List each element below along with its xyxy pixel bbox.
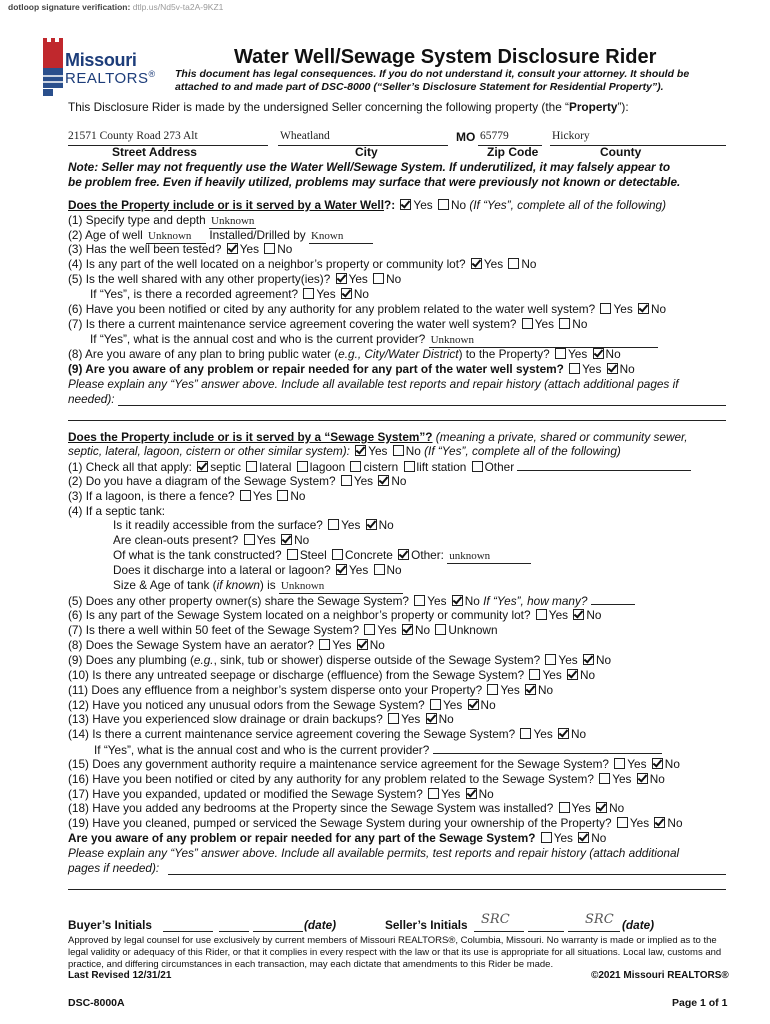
concrete-checkbox[interactable] [332,549,343,560]
well-q8-yes-checkbox[interactable] [555,348,566,359]
sewage-q14: (14) Is there a current maintenance service agreement covering the Sewage System? Yes No [68,727,587,741]
sewage-q7-yes-checkbox[interactable] [364,624,375,635]
sewage-q5-no-checkbox[interactable] [452,595,463,606]
sewage-q19-no-checkbox[interactable] [654,817,665,828]
well-no-checkbox[interactable] [438,199,449,210]
page-number: Page 1 of 1 [672,997,728,1009]
well-q9: (9) Are you aware of any problem or repair needed for any part of the water well system? Yes No [68,362,635,376]
well-header: Does the Property include or is it served by a Water Well?: Yes No (If “Yes”, complete all of the following) [68,198,667,212]
sewage-q4a-no-checkbox[interactable] [366,519,377,530]
sewage-q11-yes-checkbox[interactable] [487,684,498,695]
seller-initials-label: Seller’s Initials [385,918,468,932]
sewage-q4a-yes-checkbox[interactable] [328,519,339,530]
lateral-checkbox[interactable] [246,461,257,472]
steel-checkbox[interactable] [287,549,298,560]
seller-initials-mark-2[interactable]: SRC [585,912,614,927]
sewage-q7-unknown-checkbox[interactable] [435,624,446,635]
zip-value[interactable]: 65779 [480,130,509,142]
sewage-q12: (12) Have you noticed any unusual odors from the Sewage System? Yes No [68,698,496,712]
well-q8-no-checkbox[interactable] [593,348,604,359]
well-q5: (5) Is the well shared with any other property(ies)? Yes No [68,272,402,286]
tank-material-field[interactable]: unknown [447,549,531,564]
street-address-label: Street Address [112,145,197,159]
well-q6-yes-checkbox[interactable] [600,303,611,314]
sewage-q1: (1) Check all that apply: septic lateral lagoon cistern lift station Other [68,459,691,474]
sewage-header-2: septic, lateral, lagoon, cistern or other similar system): Yes No (If “Yes”, complete all of the following) [68,444,621,458]
well-q3: (3) Has the well been tested? Yes No [68,242,293,256]
last-revised: Last Revised 12/31/21 [68,970,172,981]
sewage-q15-no-checkbox[interactable] [652,758,663,769]
well-q7: (7) Is there a current maintenance service agreement covering the water well system? Yes No [68,317,588,331]
sewage-q4b: Are clean-outs present? Yes No [113,533,310,547]
sewage-q4b-no-checkbox[interactable] [281,534,292,545]
sewage-q8-yes-checkbox[interactable] [319,639,330,650]
other-material-checkbox[interactable] [398,549,409,560]
sewage-q3-yes-checkbox[interactable] [240,490,251,501]
sewage-q13-yes-checkbox[interactable] [388,713,399,724]
seller-initials-mark-1[interactable]: SRC [481,912,510,927]
sewage-q4a: Is it readily accessible from the surface? Yes No [113,518,394,532]
logo-line1: Missouri [65,50,137,70]
sewage-q9-no-checkbox[interactable] [583,654,594,665]
well-age-field[interactable]: Unknown [146,229,206,244]
lift-station-checkbox[interactable] [404,461,415,472]
sewage-q7-no-checkbox[interactable] [402,624,413,635]
seller-initials-sep [528,931,564,932]
well-drilled-by-field[interactable]: Known [309,229,373,244]
sewage-q2-yes-checkbox[interactable] [341,475,352,486]
well-provider-field[interactable]: Unknown [429,333,658,348]
sewage-q14b: If “Yes”, what is the annual cost and who is the current provider? [94,742,662,757]
sewage-header: Does the Property include or is it served by a “Sewage System”? (meaning a private, shared or community sewer, [68,430,688,444]
sewage-q14-yes-checkbox[interactable] [520,728,531,739]
buyer-initials-1[interactable] [163,931,213,932]
sewage-q16: (16) Have you been notified or cited by any authority for any problem related to the Sewage System? Yes No [68,772,665,786]
realtors-building-icon [40,38,66,96]
sewage-q19-yes-checkbox[interactable] [617,817,628,828]
well-q9-no-checkbox[interactable] [607,363,618,374]
sewage-q10: (10) Is there any untreated seepage or discharge (effluence) from the Sewage System? Yes No [68,668,596,682]
missouri-realtors-logo [40,38,160,98]
city-label: City [355,145,378,159]
sewage-q16-yes-checkbox[interactable] [599,773,610,784]
sewage-q18-yes-checkbox[interactable] [559,802,570,813]
well-q3-yes-checkbox[interactable] [227,243,238,254]
intro-text: This Disclosure Rider is made by the undersigned Seller concerning the following property (the “Property”): [68,100,629,114]
sewage-q8: (8) Does the Sewage System have an aerator? Yes No [68,638,385,652]
sewage-q6-no-checkbox[interactable] [573,609,584,620]
sewage-q3-no-checkbox[interactable] [277,490,288,501]
sewage-yes-checkbox[interactable] [355,445,366,456]
well-q4: (4) Is any part of the well located on a neighbor’s property or community lot? Yes No [68,257,537,271]
sewage-explain-line-2[interactable] [68,889,726,890]
well-q1: (1) Specify type and depth Unknown [68,213,255,227]
sewage-q6-yes-checkbox[interactable] [536,609,547,620]
verification-label: dotloop signature verification: [8,2,131,12]
sewage-q11-no-checkbox[interactable] [525,684,536,695]
page-subtitle: This document has legal consequences. If you do not understand it, consult your attorney. It should be attached to and made part of DSC-8000 (“Seller’s Disclosure Statement for Residential Property”). [175,68,690,93]
other-checkbox[interactable] [472,461,483,472]
verification-banner [8,2,223,12]
sewage-q3: (3) If a lagoon, is there a fence? Yes No [68,489,306,503]
sewage-q13: (13) Have you experienced slow drainage or drain backups? Yes No [68,712,454,726]
well-q8: (8) Are you aware of any plan to bring public water (e.g., City/Water District) to the Property? Yes No [68,347,621,361]
well-q5b: If “Yes”, is there a recorded agreement? Yes No [90,287,369,301]
buyer-initials-sep [219,931,249,932]
sewage-q17-yes-checkbox[interactable] [428,788,439,799]
seller-initials-2[interactable] [568,931,620,932]
well-q7b: If “Yes”, what is the annual cost and who is the current provider? Unknown [90,332,658,348]
sewage-q18: (18) Have you added any bedrooms at the Property since the Sewage System was installed? Yes No [68,801,625,815]
well-explain-line-1[interactable] [118,405,726,406]
note-line-1: Note: Seller may not frequently use the Water Well/Sewage System. If underutilized, it may falsely appear to [68,160,671,174]
share-count-field[interactable] [591,593,635,605]
well-q7-yes-checkbox[interactable] [522,318,533,329]
buyer-initials-label: Buyer’s Initials [68,918,152,932]
sewage-explain: Please explain any “Yes” answer above. Include all available permits, test reports and repair history (attach additional [68,846,680,860]
buyer-initials-2[interactable] [253,931,303,932]
sewage-q14-no-checkbox[interactable] [558,728,569,739]
sewage-q10-no-checkbox[interactable] [567,669,578,680]
sewage-q20: Are you aware of any problem or repair needed for any part of the Sewage System? Yes No [68,831,607,845]
legal-disclaimer: Approved by legal counsel for use exclusively by current members of Missouri REALTORS®, Columbia, Missouri. No warranty is made or implied as to the legal validity or adequacy of this Rider, or that it complies in every respect with the law or that its use is appropriate for all situations. Local law, customs and practice, and differing circumstances in each transaction, may each dictate that amendments to this Rider be made. [68,935,722,970]
sewage-no-checkbox[interactable] [393,445,404,456]
sewage-q4b-yes-checkbox[interactable] [244,534,255,545]
well-q3-no-checkbox[interactable] [264,243,275,254]
buyer-date-label: (date) [304,918,337,932]
sewage-provider-field[interactable] [433,742,662,754]
sewage-q9: (9) Does any plumbing (e.g., sink, tub or shower) disperse outside of the Sewage System? Yes No [68,653,612,667]
logo-line2: REALTORS® [65,69,156,87]
sewage-q5-yes-checkbox[interactable] [414,595,425,606]
state-value[interactable]: MO [456,130,476,144]
sewage-q4d: Does it discharge into a lateral or lagoon? Yes No [113,563,402,577]
verification-code[interactable]: dtlp.us/Nd5v-ta2A-9KZ1 [132,2,224,12]
sewage-q4c: Of what is the tank constructed? Steel Concrete Other: unknown [113,548,531,564]
sewage-explain-2: pages if needed): [68,861,160,875]
sewage-q8-no-checkbox[interactable] [357,639,368,650]
well-yes-checkbox[interactable] [400,199,411,210]
seller-date-label: (date) [622,918,655,932]
sewage-q6: (6) Is any part of the Sewage System located on a neighbor’s property or community lot? Yes No [68,608,602,622]
well-q5b-yes-checkbox[interactable] [303,288,314,299]
sewage-q13-no-checkbox[interactable] [426,713,437,724]
county-value[interactable]: Hickory [552,130,590,142]
well-explain-2: needed): [68,392,115,406]
lagoon-checkbox[interactable] [297,461,308,472]
well-q6: (6) Have you been notified or cited by any authority for any problem related to the water well system? Yes No [68,302,667,316]
sewage-q17: (17) Have you expanded, updated or modified the Sewage System? Yes No [68,787,494,801]
well-type-depth-field[interactable]: Unknown [211,215,255,227]
note-line-2: be problem free. Even if heavily utilized, problems may surface that were previously not known or detectable. [68,175,681,189]
copyright: ©2021 Missouri REALTORS® [591,970,729,981]
sewage-q7: (7) Is there a well within 50 feet of the Sewage System? Yes No Unknown [68,623,498,637]
well-q7-no-checkbox[interactable] [559,318,570,329]
sewage-q4d-yes-checkbox[interactable] [336,564,347,575]
page-title: Water Well/Sewage System Disclosure Rider [234,46,657,68]
sewage-q9-yes-checkbox[interactable] [545,654,556,665]
sewage-q15: (15) Does any government authority require a maintenance service agreement for the Sewage System? Yes No [68,757,680,771]
septic-checkbox[interactable] [197,461,208,472]
sewage-q15-yes-checkbox[interactable] [614,758,625,769]
sewage-q5: (5) Does any other property owner(s) share the Sewage System? Yes No If “Yes”, how many? [68,593,635,608]
sewage-q20-yes-checkbox[interactable] [541,832,552,843]
sewage-q18-no-checkbox[interactable] [596,802,607,813]
well-q4-yes-checkbox[interactable] [471,258,482,269]
well-q5b-no-checkbox[interactable] [341,288,352,299]
well-q9-yes-checkbox[interactable] [569,363,580,374]
sewage-q17-no-checkbox[interactable] [466,788,477,799]
street-address-value[interactable]: 21571 County Road 273 Alt [68,130,198,142]
well-q2: (2) Age of well Unknown Installed/Drilled by Known [68,228,373,244]
seller-initials-1[interactable] [474,931,524,932]
sewage-q20-no-checkbox[interactable] [578,832,589,843]
city-value[interactable]: Wheatland [280,130,330,142]
sewage-q4e: Size & Age of tank (if known) is Unknown [113,578,403,594]
sewage-q11: (11) Does any effluence from a neighbor’s system disperse onto your Property? Yes No [68,683,554,697]
sewage-q4d-no-checkbox[interactable] [374,564,385,575]
cistern-checkbox[interactable] [350,461,361,472]
well-q5-yes-checkbox[interactable] [336,273,347,284]
sewage-q16-no-checkbox[interactable] [637,773,648,784]
sewage-q4: (4) If a septic tank: [68,504,166,518]
well-q5-no-checkbox[interactable] [373,273,384,284]
tank-size-age-field[interactable]: Unknown [279,579,403,594]
sewage-q12-yes-checkbox[interactable] [430,699,441,710]
other-field[interactable] [517,459,691,471]
sewage-q2-no-checkbox[interactable] [378,475,389,486]
form-number: DSC-8000A [68,997,125,1009]
sewage-q2: (2) Do you have a diagram of the Sewage System? Yes No [68,474,407,488]
well-q4-no-checkbox[interactable] [508,258,519,269]
sewage-q10-yes-checkbox[interactable] [529,669,540,680]
sewage-explain-line-1[interactable] [168,874,726,875]
well-explain: Please explain any “Yes” answer above. Include all available test reports and repair history (attach additional pages if [68,377,679,391]
sewage-q12-no-checkbox[interactable] [468,699,479,710]
county-label: County [600,145,642,159]
well-explain-line-2[interactable] [68,420,726,421]
sewage-q19: (19) Have you cleaned, pumped or serviced the Sewage System during your ownership of the Property? Yes No [68,816,683,830]
zip-label: Zip Code [487,145,539,159]
well-q6-no-checkbox[interactable] [638,303,649,314]
